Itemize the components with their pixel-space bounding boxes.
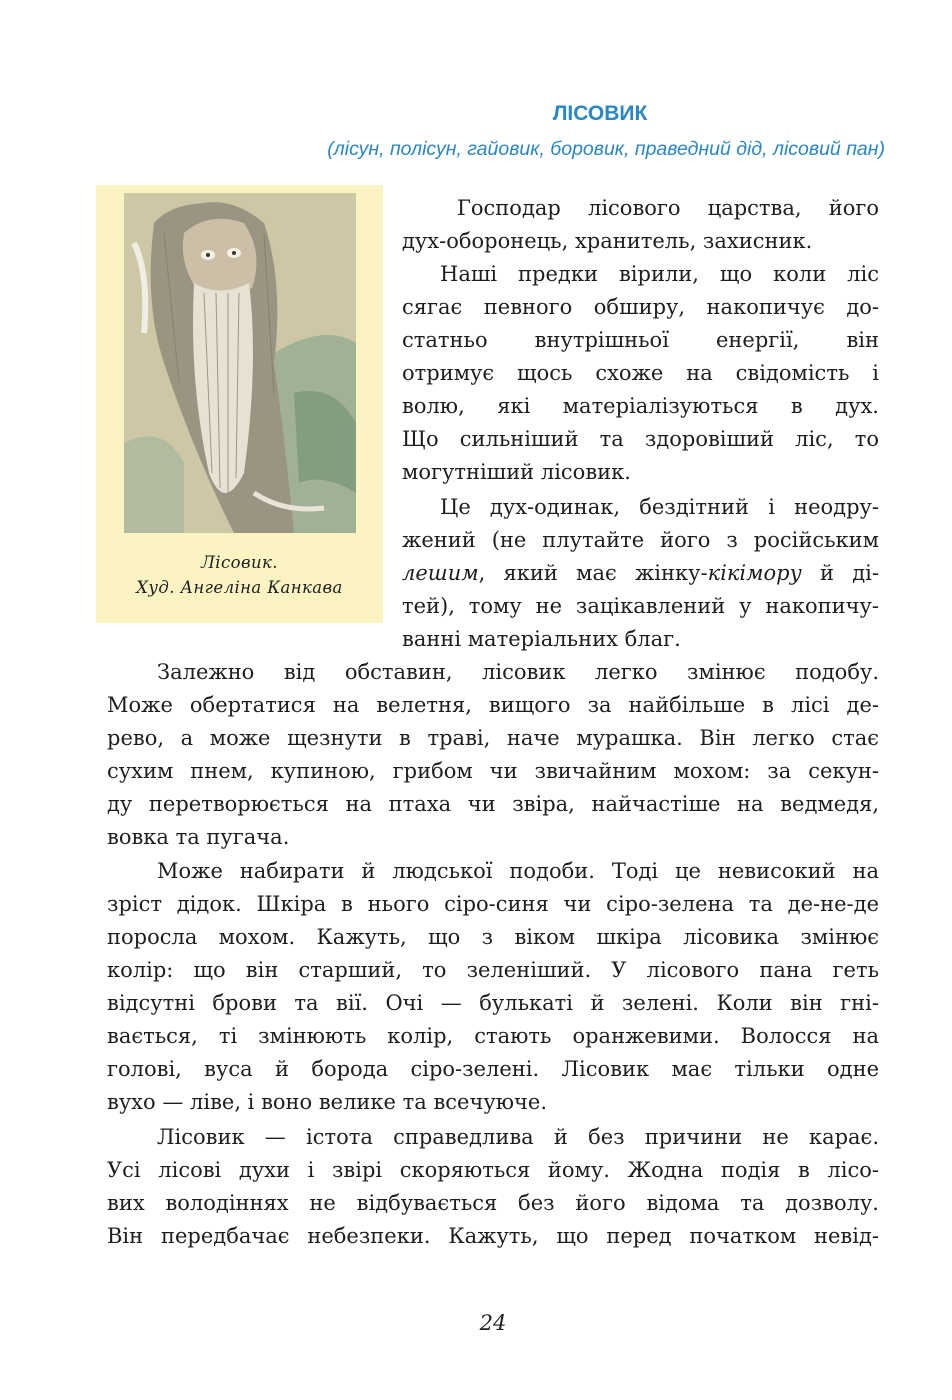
- text-line: колір: що він старший, то зеленіший. У лісового пана геть: [107, 958, 879, 982]
- text-line: вих володіннях не відбувається без його відома та дозволу.: [107, 1191, 879, 1215]
- text-line: Господар лісового царства, його: [457, 196, 879, 220]
- text-line: ванні матеріальних благ.: [402, 627, 681, 651]
- text-fragment: , який має жінку-: [478, 561, 708, 585]
- text-fragment: й ді-: [801, 561, 879, 585]
- text-line: могутніший лісовик.: [402, 460, 631, 484]
- text-line: отримує щось схоже на свідомість і: [402, 361, 879, 385]
- text-line: рево, а може щезнути в траві, наче мурашка. Він легко стає: [107, 726, 879, 750]
- text-line: вовка та пугача.: [107, 825, 290, 849]
- text-line: вухо — ліве, і воно велике та всечуюче.: [107, 1090, 547, 1114]
- text-line: волю, які матеріалізуються в дух.: [402, 394, 879, 418]
- text-line: Наші предки вірили, що коли ліс: [440, 262, 879, 286]
- page-number: 24: [479, 1311, 507, 1335]
- text-line: Що сильніший та здоровіший ліс, то: [402, 427, 879, 451]
- forest-spirit-illustration: [124, 193, 356, 533]
- text-line: ду перетворюється на птаха чи звіра, найчастіше на ведмедя,: [107, 792, 879, 816]
- text-line: сухим пнем, купиною, грибом чи звичайним мохом: за секун-: [107, 759, 879, 783]
- italic-word: кікімору: [707, 561, 802, 585]
- text-line: вається, ті змінюють колір, стають оранжевими. Волосся на: [107, 1024, 879, 1048]
- text-line: дух-оборонець, хранитель, захисник.: [402, 229, 813, 253]
- text-line: сягає певного обширу, накопичує до-: [402, 295, 879, 319]
- text-line: поросла мохом. Кажуть, що з віком шкіра лісовика змінює: [107, 925, 879, 949]
- text-line: Може набирати й людської подоби. Тоді це невисокий на: [157, 859, 879, 883]
- text-line: Усі лісові духи і звірі скоряються йому. Жодна подія в лісо-: [107, 1158, 879, 1182]
- caption-artist: Худ. Ангеліна Канкава: [136, 578, 343, 597]
- illustration-box: [96, 185, 383, 623]
- page-title: ЛІСОВИК: [552, 102, 648, 125]
- text-line: Це дух-одинак, бездітний і неодру-: [440, 495, 879, 519]
- caption-title: Лісовик.: [201, 553, 278, 572]
- text-line-italic-words: [402, 557, 879, 590]
- text-line: Він передбачає небезпеки. Кажуть, що перед початком невід-: [107, 1224, 879, 1248]
- text-line: тей), тому не зацікавлений у накопичу-: [402, 594, 879, 618]
- text-line: Лісовик — істота справедлива й без причини не карає.: [157, 1125, 879, 1149]
- italic-word: лешим: [402, 561, 479, 585]
- text-line: статньо внутрішньої енергії, він: [402, 328, 879, 352]
- text-line: жений (не плутайте його з російським: [402, 528, 879, 552]
- text-line: зріст дідок. Шкіра в нього сіро-синя чи сіро-зелена та де-не-де: [107, 892, 879, 916]
- page-subtitle: (лісун, полісун, гайовик, боровик, праведний дід, лісовий пан): [327, 138, 885, 160]
- text-line: Може обертатися на велетня, вищого за найбільше в лісі де-: [107, 693, 879, 717]
- text-line: відсутні брови та вії. Очі — булькаті й зелені. Коли він гні-: [107, 991, 879, 1015]
- text-line: голові, вуса й борода сіро-зелені. Лісовик має тільки одне: [107, 1057, 879, 1081]
- text-line: Залежно від обставин, лісовик легко змінює подобу.: [157, 660, 879, 684]
